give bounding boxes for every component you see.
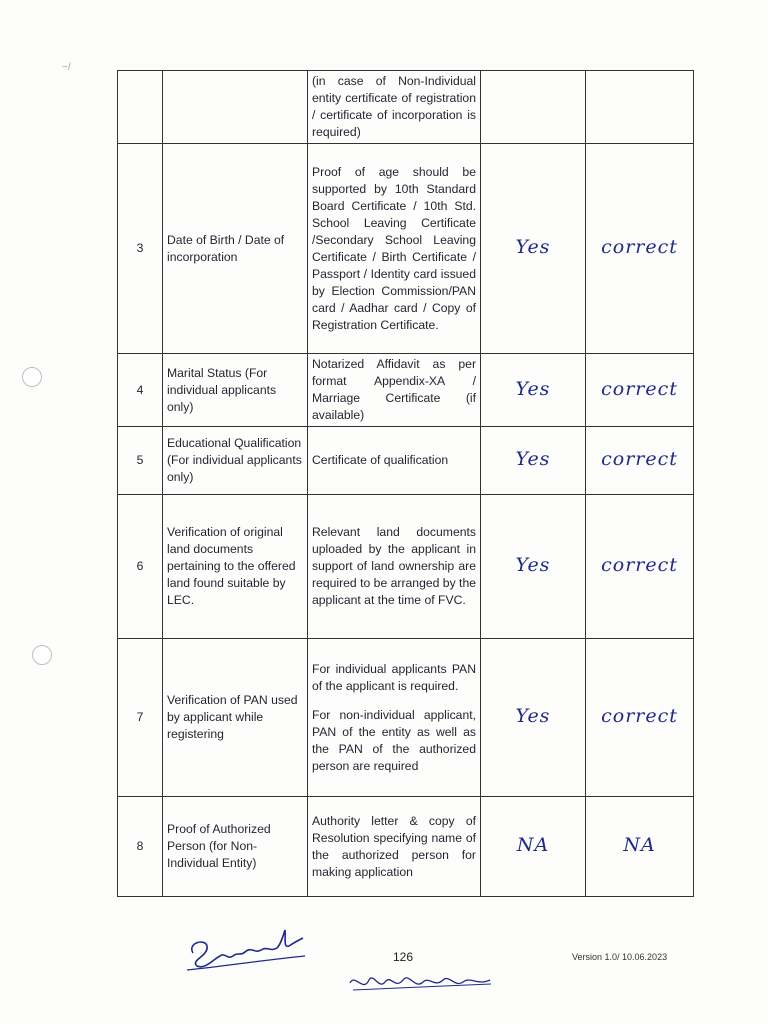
remarks-cell: [586, 354, 694, 427]
sr-number: 4: [136, 382, 144, 397]
sr-number-cell: [118, 354, 163, 427]
remarks-cell: [586, 495, 694, 639]
remarks-handwritten: correct: [601, 236, 678, 258]
paragraph-gap: [312, 695, 476, 707]
document-name: Educational Qualification (For individual applicants only): [167, 436, 302, 484]
requirement-cell: [308, 639, 481, 797]
table-row: [118, 354, 694, 427]
document-name: Proof of Authorized Person (for Non-Individual Entity): [167, 822, 271, 870]
sr-number-cell: [118, 144, 163, 354]
requirement-text: For individual applicants PAN of the applicant is required.: [312, 661, 476, 693]
remarks-cell: [586, 639, 694, 797]
remarks-handwritten: correct: [601, 554, 678, 576]
sr-number-cell: [118, 797, 163, 897]
remarks-handwritten: correct: [601, 448, 678, 470]
remarks-handwritten: correct: [601, 377, 678, 400]
submitted-cell: [481, 639, 586, 797]
scan-mark: ~/: [62, 62, 71, 73]
submitted-handwritten: Yes: [515, 448, 551, 470]
document-cell: [163, 639, 308, 797]
requirement-cell: [308, 144, 481, 354]
submitted-cell: [481, 144, 586, 354]
sr-number: 7: [136, 710, 144, 724]
sr-number: 5: [136, 453, 144, 467]
document-cell: [163, 354, 308, 427]
punch-hole-top: [22, 367, 42, 387]
requirement-text: (in case of Non-Individual entity certificate of registration / certificate of incorporation is required): [312, 74, 476, 139]
remarks-handwritten: NA: [623, 834, 656, 856]
remarks-cell: [586, 144, 694, 354]
sr-number-cell: [118, 427, 163, 495]
sr-number-cell: [118, 639, 163, 797]
requirement-cell: [308, 797, 481, 897]
submitted-cell: [481, 427, 586, 495]
submitted-handwritten: Yes: [515, 705, 551, 727]
document-cell: [163, 495, 308, 639]
table-row: [118, 427, 694, 495]
signature-center: [345, 968, 495, 998]
document-cell: [163, 71, 308, 144]
submitted-cell: [481, 495, 586, 639]
document-cell: [163, 797, 308, 897]
requirement-text: Proof of age should be supported by 10th Standard Board Certificate / 10th Std. School Leaving Certificate /Secondary School Leaving Certificate / Birth Certificate / Passport / Identity card issued by Election Commission/PAN card / Aadhar card / Copy of Registration Certificate.: [312, 164, 476, 332]
document-name: Verification of PAN used by applicant while registering: [167, 693, 298, 741]
submitted-cell: [481, 71, 586, 144]
sr-number: 8: [136, 839, 144, 853]
table-row: [118, 639, 694, 797]
document-cell: [163, 427, 308, 495]
remarks-cell: [586, 427, 694, 495]
document-name: Verification of original land documents pertaining to the offered land found suitable by LEC.: [167, 525, 296, 607]
document-name: Date of Birth / Date of incorporation: [167, 232, 285, 264]
signature-sanded: [185, 918, 310, 973]
requirement-cell: [308, 427, 481, 495]
submitted-handwritten: Yes: [515, 236, 551, 258]
requirement-text: Notarized Affidavit as per format Appendix-XA / Marriage Certificate (if available): [312, 357, 476, 422]
verification-table: [117, 70, 694, 897]
sr-number-cell: [118, 71, 163, 144]
submitted-handwritten: Yes: [515, 554, 551, 576]
requirement-cell: [308, 71, 481, 144]
requirement-text: Authority letter & copy of Resolution specifying name of the authorized person for making application: [312, 813, 476, 879]
sr-number: 3: [136, 241, 144, 255]
requirement-cell: [308, 354, 481, 427]
remarks-handwritten: correct: [601, 705, 678, 727]
requirement-cell: [308, 495, 481, 639]
remarks-cell: [586, 71, 694, 144]
table-row: [118, 797, 694, 897]
requirement-text: For non-individual applicant, PAN of the entity as well as the PAN of the authorized person are required: [312, 707, 476, 773]
version-label: Version 1.0/ 10.06.2023: [572, 952, 668, 962]
submitted-handwritten: NA: [516, 834, 550, 856]
submitted-cell: [481, 797, 586, 897]
sr-number: 6: [136, 559, 144, 573]
punch-hole-bottom: [32, 645, 52, 665]
document-cell: [163, 144, 308, 354]
sr-number-cell: [118, 495, 163, 639]
requirement-text: Relevant land documents uploaded by the applicant in support of land ownership are required to be arranged by the applicant at the time of FVC.: [312, 525, 476, 607]
requirement-text: Certificate of qualification: [312, 453, 449, 467]
document-name: Marital Status (For individual applicants only): [167, 365, 277, 414]
remarks-cell: [586, 797, 694, 897]
table-row: [118, 71, 694, 144]
page-number: 126: [393, 950, 414, 964]
table-row: [118, 495, 694, 639]
submitted-cell: [481, 354, 586, 427]
submitted-handwritten: Yes: [515, 377, 551, 400]
table-row: [118, 144, 694, 354]
